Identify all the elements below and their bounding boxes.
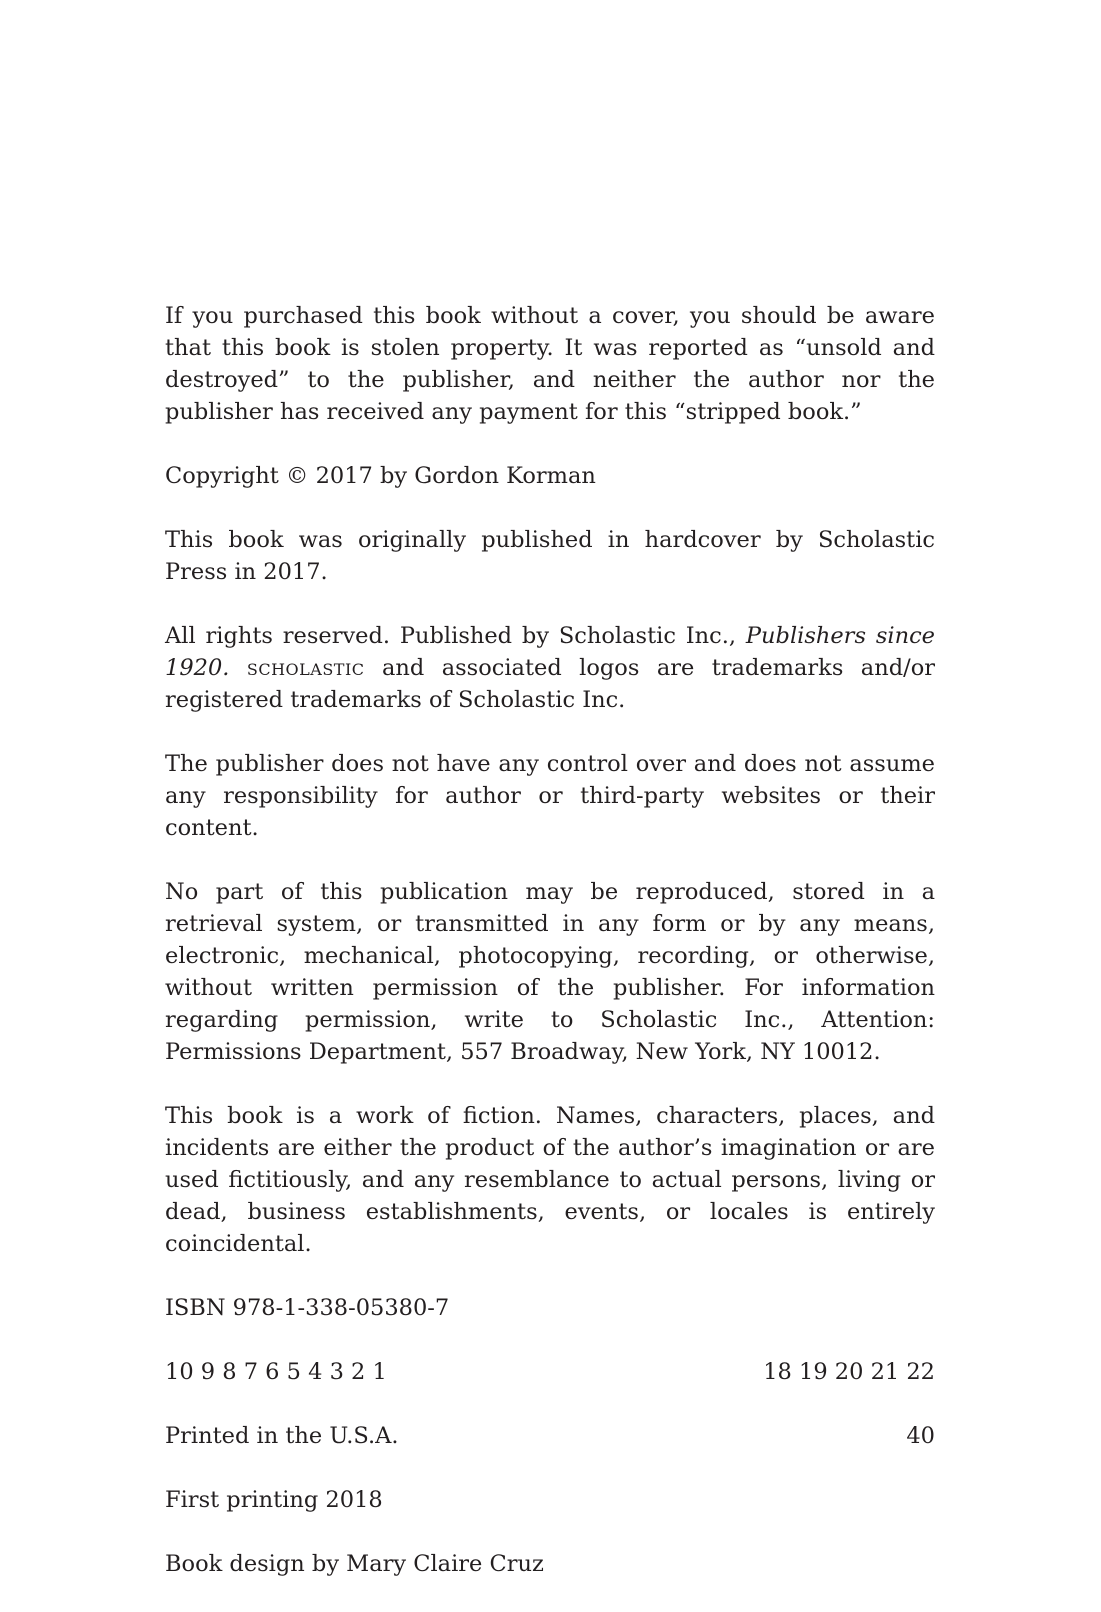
isbn-line: ISBN 978-1-338-05380-7 xyxy=(165,1295,450,1321)
rights-intro: All rights reserved. Published by Scholastic Inc., xyxy=(165,623,746,649)
fiction-notice: This book is a work of fiction. Names, characters, places, and incidents are either the product of the author’s imagination or are used fictitiously, and any resemblance to actual persons, living or dead, business establishments, events, or locales is entirely coincidental. xyxy=(165,1103,935,1257)
copyright-line: Copyright © 2017 by Gordon Korman xyxy=(165,463,596,489)
printed-in-line: Printed in the U.S.A. xyxy=(165,1423,399,1449)
copyright-text-block xyxy=(165,300,935,1612)
stripped-book-notice: If you purchased this book without a cover, you should be aware that this book is stolen property. It was reported as “unsold and destroyed” to the publisher, and neither the author nor the publisher has received any payment for this “stripped book.” xyxy=(165,303,935,425)
printing-number-line: 10 9 8 7 6 5 4 3 2 1 xyxy=(165,1359,387,1385)
website-disclaimer: The publisher does not have any control over and does not assume any responsibility for author or third-party websites or their content. xyxy=(165,751,935,841)
publisher-tagline: Publishers since 1920. xyxy=(165,623,935,681)
book-design-credit: Book design by Mary Claire Cruz xyxy=(165,1551,544,1577)
original-publication-line: This book was originally published in hardcover by Scholastic Press in 2017. xyxy=(165,527,935,585)
printed-in-row xyxy=(165,1420,935,1452)
first-printing-line: First printing 2018 xyxy=(165,1487,383,1513)
trademark-text: and associated logos are trademarks and/or registered trademarks of Scholastic Inc. xyxy=(165,655,935,713)
scholastic-brand: scholastic xyxy=(246,655,365,681)
printer-code: 40 xyxy=(906,1423,935,1449)
printing-year-line: 18 19 20 21 22 xyxy=(763,1359,935,1385)
printing-numbers-row xyxy=(165,1356,935,1388)
reproduction-notice: No part of this publication may be reproduced, stored in a retrieval system, or transmitted in any form or by any means, electronic, mechanical, photocopying, recording, or otherwise, without written permission of the publisher. For information regarding permission, write to Scholastic Inc., Attention: Permissions Department, 557 Broadway, New York, NY 10012. xyxy=(165,879,935,1065)
rights-paragraph xyxy=(165,620,935,716)
